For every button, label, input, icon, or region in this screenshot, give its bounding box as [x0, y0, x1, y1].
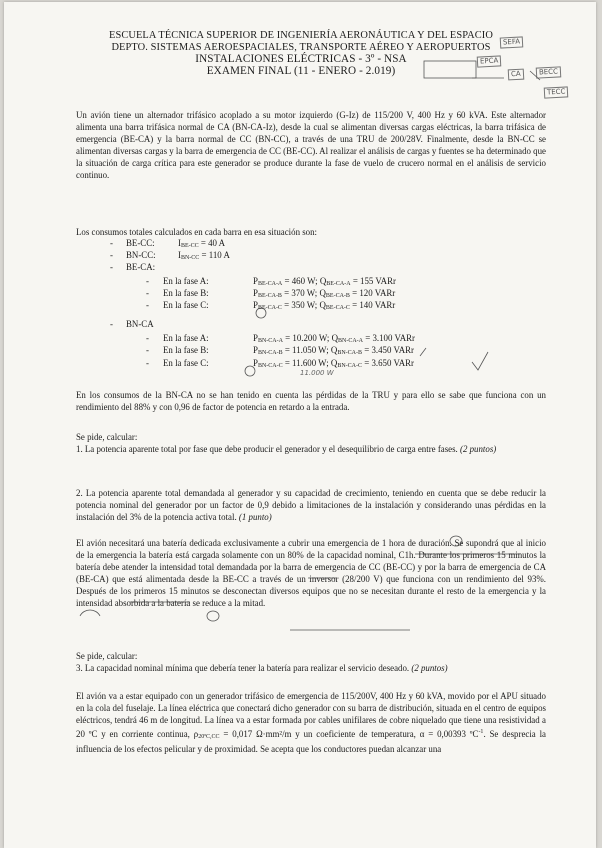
load-symbol: I [178, 250, 181, 260]
load-label: En la fase C: [163, 358, 209, 368]
question-2 [76, 487, 546, 523]
consumption-title [76, 226, 546, 238]
load-label: BE-CA: [126, 262, 156, 272]
apu-text-part: = 0,017 Ω·mm²/m y un coeficiente de temperatura, α = 0,00393 ºC [219, 729, 479, 740]
se-pide-heading: Se pide, calcular: [76, 651, 138, 661]
load-label: En la fase B: [163, 288, 209, 298]
school-name: ESCUELA TÉCNICA SUPERIOR DE INGENIERÍA AERONÁUTICA Y DEL ESPACIO [109, 30, 493, 41]
load-amount: = 10.200 W; Q [282, 333, 338, 343]
load-value [178, 250, 230, 264]
load-symbol: P [253, 333, 258, 343]
load-bullet: - [110, 262, 113, 272]
tru-note [76, 389, 546, 413]
load-label: BN-CA [126, 319, 154, 329]
load-bullet: - [146, 333, 149, 343]
load-label: En la fase A: [163, 333, 209, 343]
load-bullet: - [110, 250, 113, 260]
resistivity-subscript: 20ºC,CC [198, 734, 220, 741]
intro-paragraph [76, 109, 546, 182]
question-3-points: (2 puntos) [411, 663, 448, 674]
load-subscript: BE-CA-B [257, 293, 282, 299]
load-symbol: I [178, 238, 181, 248]
load-amount: = 11.050 W; Q [282, 345, 338, 355]
question-1-text: 1. La potencia aparente total por fase que debe producir el generador y el desequilibrio de carga entre fases. [76, 444, 458, 455]
load-amount: = 460 W; Q [282, 276, 327, 286]
load-subscript: BE-CA-C [325, 305, 350, 311]
check-mark [420, 348, 426, 356]
intro-text: Un avión tiene un alternador trifásico acoplado a su motor izquierdo (G-Iz) de 115/200 V, 400 Hz y 60 kVA. Este alternador alimenta una barra trifásica normal de CA (BN-CA-Iz), desde la cual se alimentan diversas cargas eléctricas, la barra trifásica de emergencia (BE-CA) y la barra normal de CC (BN-CC), a través de una TRU de 200/28V. Finalmente, desde la BN-CC se alimentan diversas cargas y la barra de emergencia de CC (BE-CC). Al realizar el análisis de cargas y fuentes se ha determinado que la situación de carga crítica para este generador se produce durante la fase de vuelo de crucero normal en el análisis de servicio continuo. [76, 110, 546, 181]
load-label: En la fase B: [163, 345, 209, 355]
load-symbol: P [253, 288, 258, 298]
question-block-3 [76, 650, 546, 674]
question-block-1 [76, 431, 546, 455]
tru-note-text: En los consumos de la BN-CA no se han tenido en cuenta las pérdidas de la TRU y para ello se sabe que funciona con un rendimiento del 88% y con 0,96 de factor de potencia en retardo a la entrada. [76, 390, 546, 413]
handwritten-note: 11.000 W [300, 369, 334, 377]
handwritten-note: TECC [544, 86, 569, 98]
load-symbol: P [253, 300, 258, 310]
load-bullet: - [146, 276, 149, 286]
load-amount: = 120 VARr [349, 288, 396, 298]
load-subscript: BN-CA-A [257, 338, 283, 344]
load-bullet: - [110, 319, 113, 329]
apu-paragraph [76, 690, 546, 755]
load-amount: = 140 VARr [349, 300, 396, 310]
load-bullet: - [146, 300, 149, 310]
question-1 [76, 443, 546, 455]
exponent: -1 [478, 729, 484, 736]
load-amount: = 3.450 VARr [362, 345, 415, 355]
question-2-text: 2. La potencia aparente total demandada al generador y su capacidad de crecimiento, teniendo en cuenta que se debe reducir la potencia nominal del generador por un factor de 0,9 debido a limitaciones de la instalación y considerando unas pérdidas en la instalación del 3% de la potencia activa total. [76, 488, 546, 523]
apu-text-part: . Se desprecia la influencia de los efectos pelicular y de proximidad. Se acepta que los conductores puedan alcanzar una [76, 729, 546, 755]
load-amount: = 155 VARr [350, 276, 396, 286]
se-pide-heading: Se pide, calcular: [76, 432, 138, 442]
load-label: En la fase A: [163, 276, 209, 286]
load-bullet: - [110, 238, 113, 248]
question-3-text: 3. La capacidad nominal mínima que debería tener la batería para realizar el servicio deseado. [76, 663, 410, 674]
load-amount: = 3.650 VARr [362, 358, 415, 368]
load-amount: = 3.100 VARr [363, 333, 416, 343]
handwritten-note: SEFA [500, 36, 524, 48]
load-amount: = 110 A [199, 250, 230, 260]
load-bullet: - [146, 288, 149, 298]
load-amount: = 40 A [198, 238, 226, 248]
load-label: BE-CC: [126, 238, 155, 248]
load-subscript: BE-CA-C [257, 305, 282, 311]
load-subscript: BE-CC [180, 243, 199, 249]
question-1-points: (2 puntos) [460, 444, 497, 455]
handwritten-note: CA [508, 69, 524, 81]
load-subscript: BN-CA-C [257, 363, 283, 369]
pen-line [530, 71, 540, 80]
handwritten-note: EPCA [477, 55, 502, 67]
load-symbol: P [253, 345, 258, 355]
load-label: En la fase C: [163, 300, 209, 310]
load-amount: = 370 W; Q [281, 288, 326, 298]
load-bullet: - [146, 358, 149, 368]
load-amount: = 350 W; Q [281, 300, 326, 310]
battery-text: El avión necesitará una batería dedicada exclusivamente a cubrir una emergencia de 1 hora de duración. Se supondrá que al inicio de la emergencia la batería está cargada solamente con un 80% de la capacidad nominal, C1h. Durante los primeros 15 minutos la batería debe atender la intensidad total demandada por la barra de emergencia de CC (BE-CC) y por la barra de emergencia de CA (BE-CA) que está alimentada desde la BE-CC a través de un inversor (28/200 V) que funciona con un rendimiento del 93%. Después de los primeros 15 minutos se desconectan diversos equipos que no se necesitan durante el resto de la emergencia y la intensidad absorbida a la batería se reduce a la mitad. [76, 538, 546, 609]
question-3 [76, 662, 546, 674]
load-subscript: BN-CA-A [338, 338, 363, 344]
exam-title: EXAMEN FINAL (11 - ENERO - 2.019) [206, 65, 396, 78]
question-2-points: (1 punto) [238, 512, 272, 523]
load-subscript: BN-CC [180, 255, 200, 261]
load-subscript: BE-CA-B [325, 293, 350, 299]
battery-paragraph [76, 537, 546, 610]
load-label: BN-CC: [126, 250, 156, 260]
load-subscript: BE-CA-A [326, 281, 351, 287]
question-block-2 [76, 487, 546, 523]
load-subscript: BN-CA-B [337, 350, 362, 356]
load-bullet: - [146, 345, 149, 355]
load-subscript: BN-CA-B [257, 350, 283, 356]
apu-text [76, 690, 546, 755]
pen-circle [207, 611, 219, 621]
handwritten-note: BECC [536, 66, 562, 78]
pen-box [424, 61, 476, 78]
load-value [253, 345, 414, 359]
check-mark [472, 352, 488, 370]
apu-text-part: El avión va a estar equipado con un generador trifásico de emergencia de 115/200V, 400 Hz y 60 kVA, movido por el APU situado en la cola del fuselaje. La línea eléctrica que conectará dicho generador con su barra de distribución, situada en el centro de equipos eléctricos, tendrá 46 m de longitud. La línea va a estar formada por cables unifilares de cobre niquelado que tiene una resistividad a 20 ºC y en corriente continua, [76, 691, 546, 740]
load-subscript: BE-CA-A [257, 281, 283, 287]
load-symbol: P [253, 358, 258, 368]
course-name: INSTALACIONES ELÉCTRICAS - 3º - NSA [195, 53, 407, 66]
pen-circle [80, 610, 100, 616]
load-subscript: BN-CA-C [337, 363, 362, 369]
load-symbol: P [253, 276, 258, 286]
consumption-title-text: Los consumos totales calculados en cada barra en esa situación son: [76, 227, 318, 237]
department-name: DEPTO. SISTEMAS AEROESPACIALES, TRANSPORTE AÉREO Y AEROPUERTOS [111, 41, 491, 53]
load-amount: = 11.600 W; Q [282, 358, 338, 368]
resistivity-symbol: ρ [193, 729, 199, 740]
load-value [253, 300, 395, 314]
